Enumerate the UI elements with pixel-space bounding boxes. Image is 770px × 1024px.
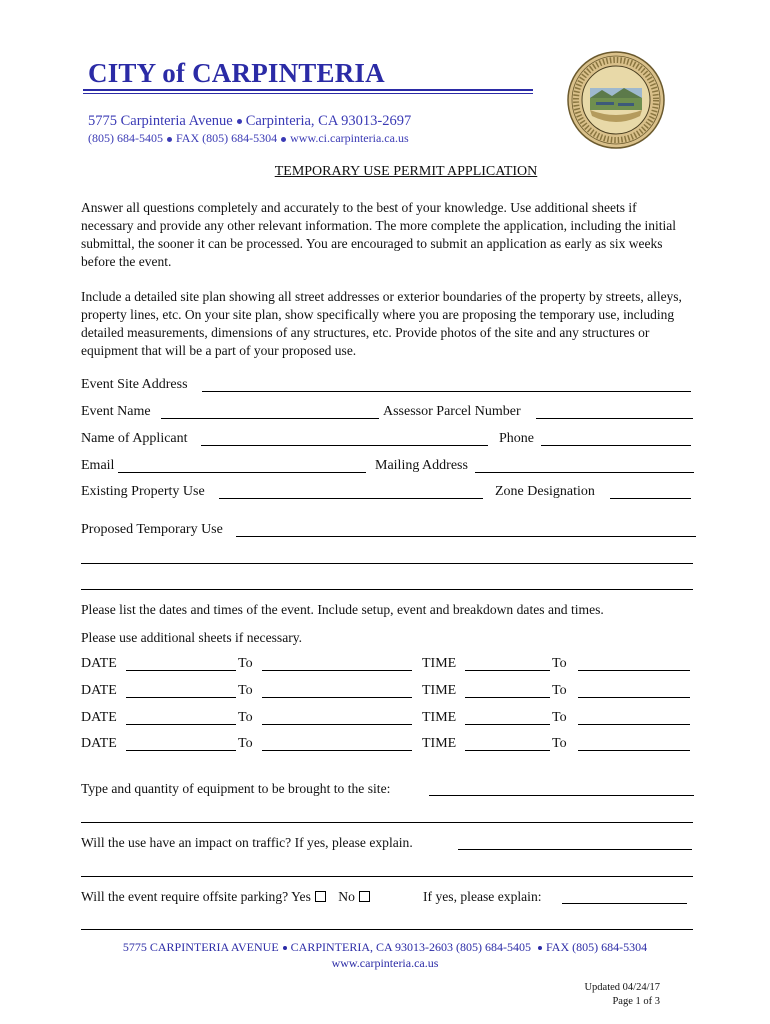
- label-existing-property-use: Existing Property Use: [81, 484, 205, 499]
- equipment-field[interactable]: [429, 795, 694, 796]
- zone-designation-field[interactable]: [610, 498, 691, 499]
- dates-instructions-1: Please list the dates and times of the event. Include setup, event and breakdown dates and times.: [81, 602, 604, 617]
- date-4-start-field[interactable]: [126, 750, 236, 751]
- date-label: DATE: [81, 736, 117, 751]
- parking-explain-label: If yes, please explain:: [423, 889, 542, 904]
- header-phone: (805) 684-5405: [88, 131, 163, 145]
- label-proposed-temporary-use: Proposed Temporary Use: [81, 522, 223, 537]
- label-event-site-address: Event Site Address: [81, 377, 188, 392]
- header-contact: [88, 131, 409, 146]
- bullet-icon: [538, 946, 542, 950]
- header-fax: FAX (805) 684-5304: [176, 131, 278, 145]
- footer-city: CARPINTERIA, CA 93013-2603 (805) 684-5405: [290, 940, 531, 954]
- event-site-address-field[interactable]: [202, 391, 691, 392]
- label-email: Email: [81, 458, 115, 473]
- time-label: TIME: [422, 683, 457, 698]
- to-label: To: [238, 656, 253, 671]
- footer-fax: FAX (805) 684-5304: [546, 940, 648, 954]
- email-field[interactable]: [118, 472, 366, 473]
- traffic-field-line-2[interactable]: [81, 876, 693, 877]
- equipment-field-line-2[interactable]: [81, 822, 693, 823]
- date-label: DATE: [81, 683, 117, 698]
- instructions-paragraph-2: Include a detailed site plan showing all street addresses or exterior boundaries of the property by streets, alleys, property lines, etc. On your site plan, show specifically where you are proposing the temporary use, including detailed measurements, dimensions of any structures, etc. Provide photos of the site and any structures or equipment that will be a part of your proposed use.: [81, 289, 682, 358]
- date-1-end-field[interactable]: [262, 670, 412, 671]
- date-label: DATE: [81, 656, 117, 671]
- parking-explain-field[interactable]: [562, 903, 687, 904]
- parking-no-label: No: [338, 889, 355, 904]
- label-name-of-applicant: Name of Applicant: [81, 431, 188, 446]
- instructions-paragraph-1: Answer all questions completely and accurately to the best of your knowledge. Use additional sheets if necessary and provide any other relevant information. The more complete the application, including the initial submittal, the sooner it can be processed. You are encouraged to submit an application as early as six weeks before the event.: [81, 200, 677, 269]
- label-assessor-parcel-number: Assessor Parcel Number: [383, 404, 521, 419]
- time-label: TIME: [422, 656, 457, 671]
- time-1-end-field[interactable]: [578, 670, 690, 671]
- parking-yes-checkbox[interactable]: [315, 891, 326, 902]
- to-label: To: [552, 656, 567, 671]
- to-label: To: [238, 710, 253, 725]
- to-label: To: [552, 710, 567, 725]
- dates-instructions-2: Please use additional sheets if necessary.: [81, 630, 303, 645]
- city-title: CITY of CARPINTERIA: [88, 58, 385, 88]
- bullet-icon: [283, 946, 287, 950]
- date-3-start-field[interactable]: [126, 724, 236, 725]
- date-label: DATE: [81, 710, 117, 725]
- address-city: Carpinteria, CA 93013-2697: [245, 113, 412, 129]
- label-event-name: Event Name: [81, 404, 151, 419]
- proposed-temporary-use-line-2[interactable]: [81, 563, 693, 564]
- time-4-start-field[interactable]: [465, 750, 550, 751]
- footer-website[interactable]: www.carpinteria.ca.us: [331, 956, 439, 970]
- city-seal-icon: [566, 50, 666, 150]
- to-label: To: [552, 683, 567, 698]
- parking-question-row: [81, 889, 370, 905]
- bullet-icon: [237, 119, 242, 124]
- page-number: Page 1 of 3: [612, 996, 660, 1007]
- mailing-address-field[interactable]: [475, 472, 694, 473]
- parking-explain-line-2[interactable]: [81, 929, 693, 930]
- header-website[interactable]: www.ci.carpinteria.ca.us: [290, 131, 409, 145]
- phone-field[interactable]: [541, 445, 691, 446]
- time-label: TIME: [422, 710, 457, 725]
- footer-street: 5775 CARPINTERIA AVENUE: [122, 940, 279, 954]
- date-4-end-field[interactable]: [262, 750, 412, 751]
- title-underline-thin: [83, 93, 533, 94]
- event-name-field[interactable]: [161, 418, 379, 419]
- date-1-start-field[interactable]: [126, 670, 236, 671]
- address-street: 5775 Carpinteria Avenue: [88, 113, 233, 129]
- existing-property-use-field[interactable]: [219, 498, 483, 499]
- time-2-end-field[interactable]: [578, 697, 690, 698]
- traffic-question: Will the use have an impact on traffic? If yes, please explain.: [81, 835, 413, 850]
- form-heading: TEMPORARY USE PERMIT APPLICATION: [274, 164, 538, 179]
- bullet-icon: [167, 137, 172, 142]
- proposed-temporary-use-field[interactable]: [236, 536, 696, 537]
- time-3-end-field[interactable]: [578, 724, 690, 725]
- bullet-icon: [281, 137, 286, 142]
- label-mailing-address: Mailing Address: [375, 458, 468, 473]
- name-of-applicant-field[interactable]: [201, 445, 488, 446]
- header-address: [88, 113, 411, 130]
- time-1-start-field[interactable]: [465, 670, 550, 671]
- to-label: To: [238, 683, 253, 698]
- date-3-end-field[interactable]: [262, 724, 412, 725]
- updated-date: Updated 04/24/17: [584, 982, 660, 993]
- title-underline: [83, 89, 533, 91]
- parking-no-checkbox[interactable]: [359, 891, 370, 902]
- parking-question: Will the event require offsite parking? Yes: [81, 889, 311, 904]
- time-label: TIME: [422, 736, 457, 751]
- time-4-end-field[interactable]: [578, 750, 690, 751]
- footer-address: [0, 940, 770, 955]
- time-3-start-field[interactable]: [465, 724, 550, 725]
- time-2-start-field[interactable]: [465, 697, 550, 698]
- assessor-parcel-number-field[interactable]: [536, 418, 693, 419]
- date-2-end-field[interactable]: [262, 697, 412, 698]
- label-zone-designation: Zone Designation: [495, 484, 595, 499]
- date-2-start-field[interactable]: [126, 697, 236, 698]
- traffic-field[interactable]: [458, 849, 692, 850]
- to-label: To: [552, 736, 567, 751]
- to-label: To: [238, 736, 253, 751]
- label-phone: Phone: [499, 431, 534, 446]
- equipment-question: Type and quantity of equipment to be brought to the site:: [81, 781, 391, 796]
- proposed-temporary-use-line-3[interactable]: [81, 589, 693, 590]
